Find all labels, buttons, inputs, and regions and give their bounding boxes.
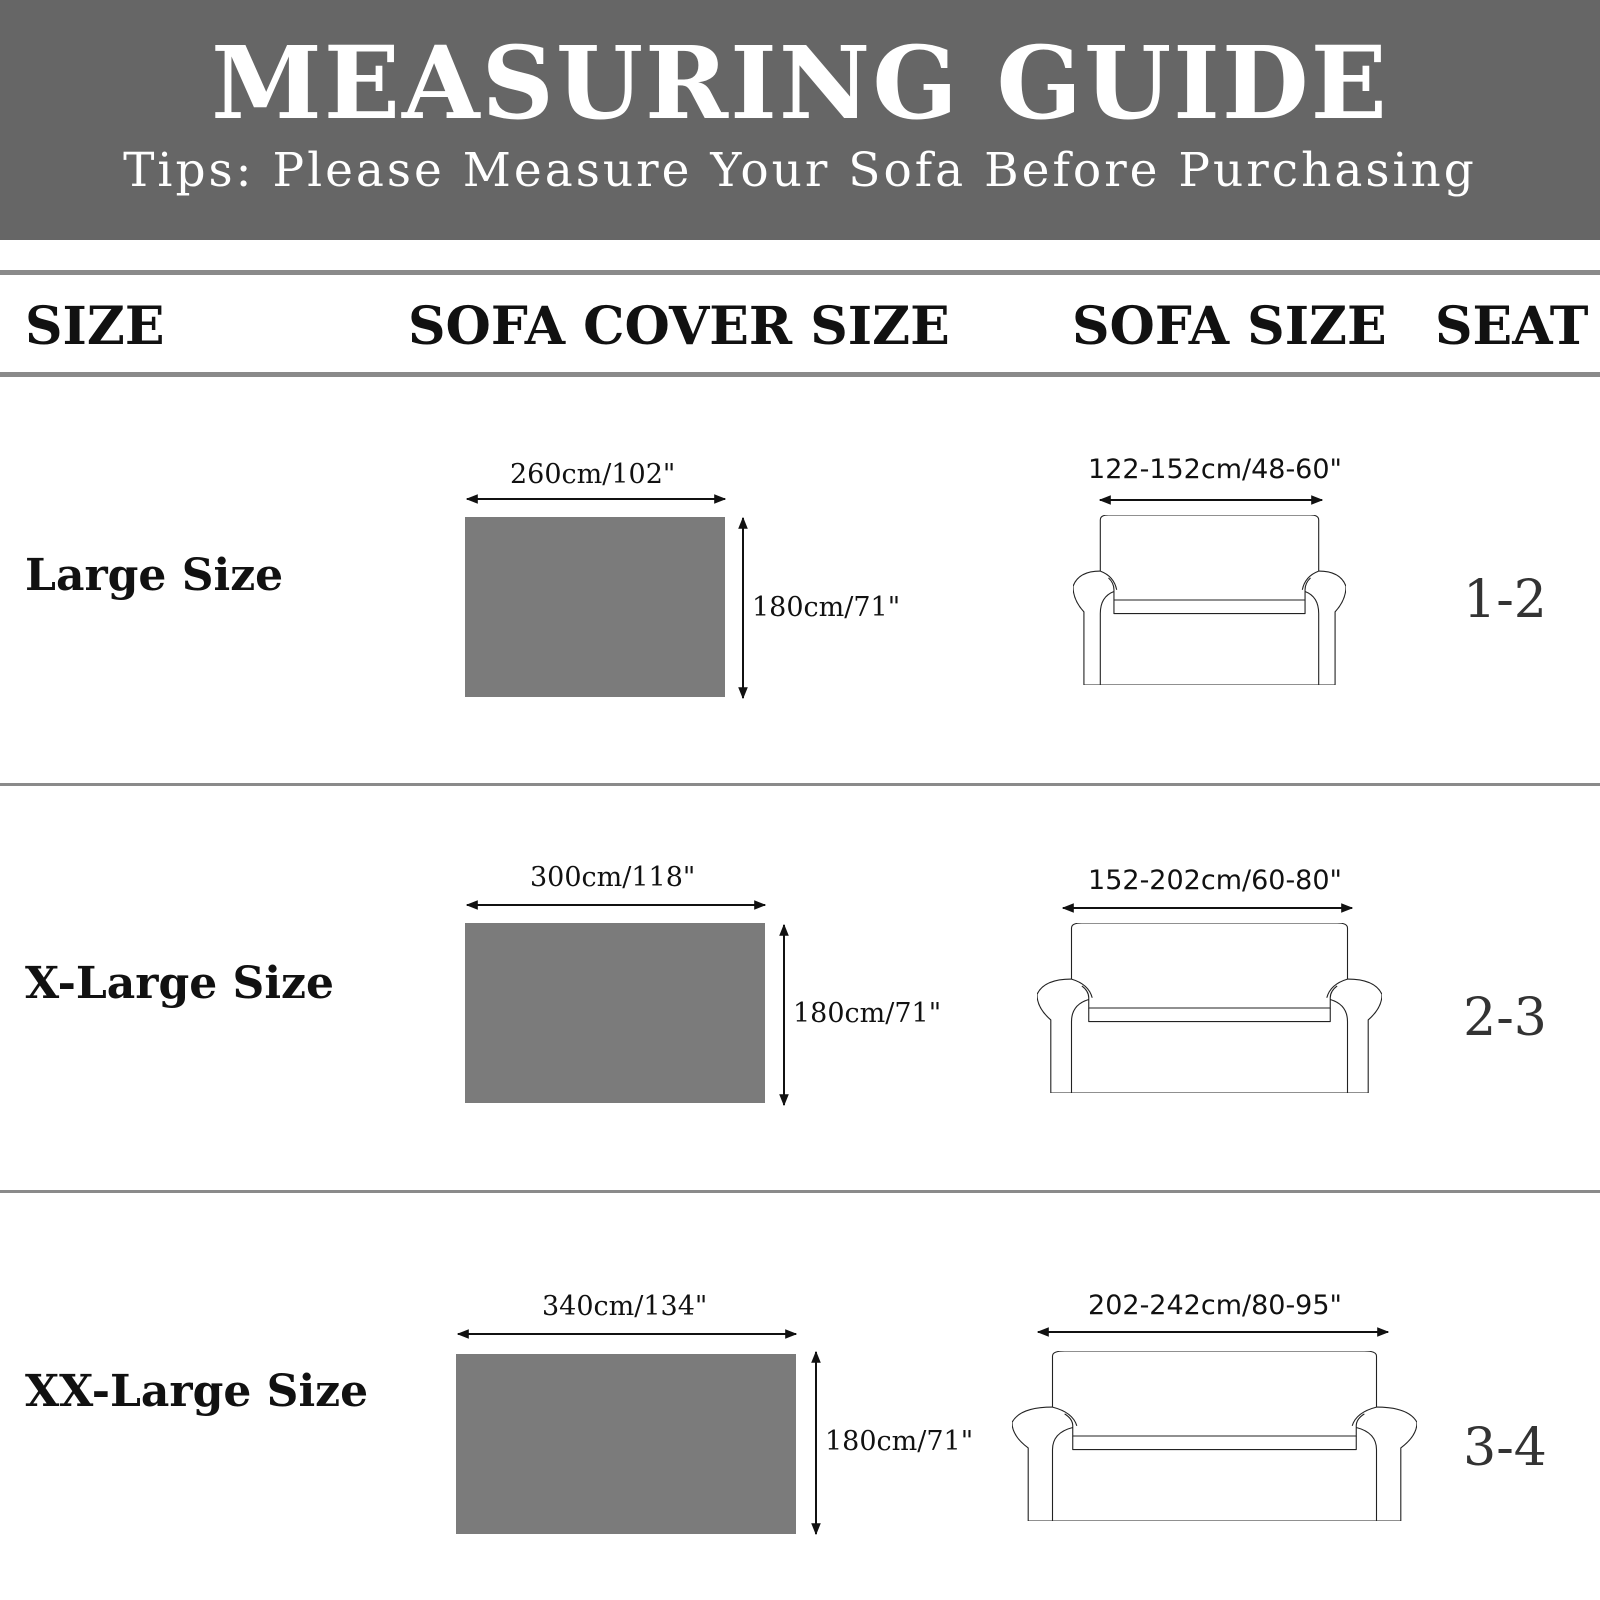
column-header-cover: SOFA COVER SIZE bbox=[408, 296, 950, 357]
sofa-outline-icon bbox=[1012, 1351, 1417, 1521]
sofa-outline-icon bbox=[1073, 515, 1346, 685]
cover-width-label: 300cm/118" bbox=[530, 862, 696, 893]
cover-width-label: 340cm/134" bbox=[542, 1291, 708, 1322]
column-header-seat: SEAT bbox=[1435, 296, 1589, 357]
page-title: MEASURING GUIDE bbox=[211, 24, 1389, 142]
cover-width-label: 260cm/102" bbox=[510, 459, 676, 490]
sofa-outline-icon bbox=[1037, 923, 1382, 1093]
seat-count: 2-3 bbox=[1463, 988, 1547, 1048]
row-label-x-large: X-Large Size bbox=[25, 958, 335, 1009]
seat-count: 1-2 bbox=[1463, 570, 1547, 630]
sofa-width-label: 122-152cm/48-60" bbox=[1088, 454, 1342, 485]
sofa-width-label: 202-242cm/80-95" bbox=[1088, 1290, 1342, 1321]
row-label-large: Large Size bbox=[25, 550, 284, 601]
column-header-sofa: SOFA SIZE bbox=[1072, 296, 1387, 357]
cover-height-label: 180cm/71" bbox=[793, 998, 942, 1029]
cover-height-label: 180cm/71" bbox=[825, 1426, 974, 1457]
cover-height-label: 180cm/71" bbox=[752, 592, 901, 623]
row-label-xx-large: XX-Large Size bbox=[25, 1366, 369, 1417]
column-header-size: SIZE bbox=[25, 296, 165, 357]
seat-count: 3-4 bbox=[1463, 1418, 1547, 1478]
sofa-width-label: 152-202cm/60-80" bbox=[1088, 865, 1342, 896]
page-subtitle: Tips: Please Measure Your Sofa Before Purchasing bbox=[123, 143, 1477, 198]
